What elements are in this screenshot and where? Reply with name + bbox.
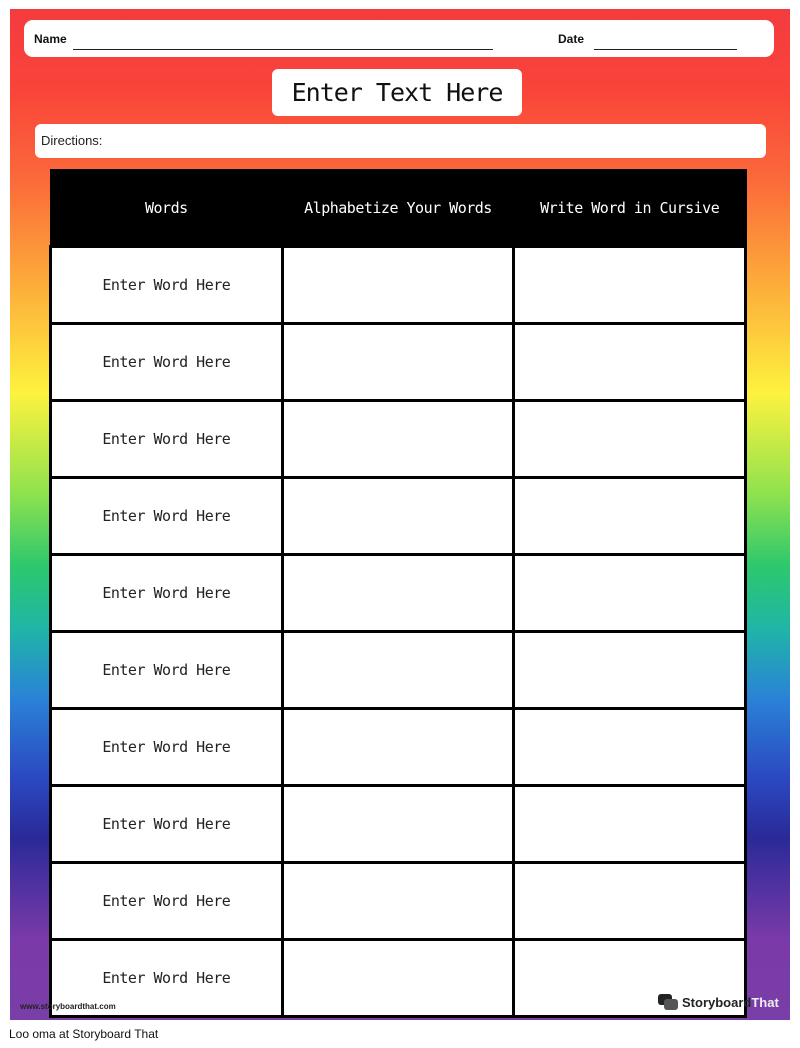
table-row [51, 863, 746, 940]
alphabetize-cell[interactable] [282, 940, 514, 1017]
alphabetize-cell[interactable] [282, 863, 514, 940]
table-row [51, 555, 746, 632]
word-cell[interactable]: Enter Word Here [51, 555, 283, 632]
date-line[interactable] [594, 49, 737, 50]
word-cell[interactable]: Enter Word Here [51, 247, 283, 324]
column-header-words: Words [51, 170, 283, 247]
alphabetize-cell[interactable] [282, 709, 514, 786]
alphabetize-cell[interactable] [282, 555, 514, 632]
cursive-cell[interactable] [514, 709, 746, 786]
table-row [51, 324, 746, 401]
name-date-bar [24, 20, 774, 57]
worksheet-title[interactable]: Enter Text Here [272, 69, 522, 116]
word-cell[interactable]: Enter Word Here [51, 786, 283, 863]
table-row [51, 940, 746, 1017]
name-line[interactable] [73, 49, 493, 50]
caption-link[interactable]: Loo oma at Storyboard That [9, 1027, 159, 1041]
cursive-cell[interactable] [514, 786, 746, 863]
cursive-cell[interactable] [514, 555, 746, 632]
table-row [51, 247, 746, 324]
cursive-cell[interactable] [514, 324, 746, 401]
word-cell[interactable]: Enter Word Here [51, 401, 283, 478]
cursive-cell[interactable] [514, 478, 746, 555]
words-table [49, 169, 747, 1018]
word-cell[interactable]: Enter Word Here [51, 478, 283, 555]
cursive-cell[interactable] [514, 247, 746, 324]
table-header-row [51, 170, 746, 247]
word-cell[interactable]: Enter Word Here [51, 709, 283, 786]
alphabetize-cell[interactable] [282, 632, 514, 709]
date-label: Date [558, 32, 585, 46]
alphabetize-cell[interactable] [282, 247, 514, 324]
speech-bubbles-icon [658, 994, 678, 1010]
column-header-alphabetize: Alphabetize Your Words [282, 170, 514, 247]
table-row [51, 401, 746, 478]
alphabetize-cell[interactable] [282, 478, 514, 555]
word-cell[interactable]: Enter Word Here [51, 940, 283, 1017]
table-row [51, 786, 746, 863]
table-row [51, 709, 746, 786]
word-cell[interactable]: Enter Word Here [51, 863, 283, 940]
table-row [51, 632, 746, 709]
name-label: Name [34, 32, 67, 46]
alphabetize-cell[interactable] [282, 401, 514, 478]
footer-url: www.storyboardthat.com [20, 1002, 116, 1011]
cursive-cell[interactable] [514, 863, 746, 940]
word-cell[interactable]: Enter Word Here [51, 632, 283, 709]
column-header-cursive: Write Word in Cursive [514, 170, 746, 247]
alphabetize-cell[interactable] [282, 324, 514, 401]
alphabetize-cell[interactable] [282, 786, 514, 863]
cursive-cell[interactable] [514, 401, 746, 478]
storyboardthat-logo[interactable] [658, 992, 779, 1012]
word-cell[interactable]: Enter Word Here [51, 324, 283, 401]
directions-label: Directions: [41, 133, 103, 148]
directions-box[interactable] [35, 124, 766, 158]
worksheet [10, 9, 790, 1020]
brand-text: StoryboardThat [682, 994, 779, 1010]
table-row [51, 478, 746, 555]
cursive-cell[interactable] [514, 632, 746, 709]
